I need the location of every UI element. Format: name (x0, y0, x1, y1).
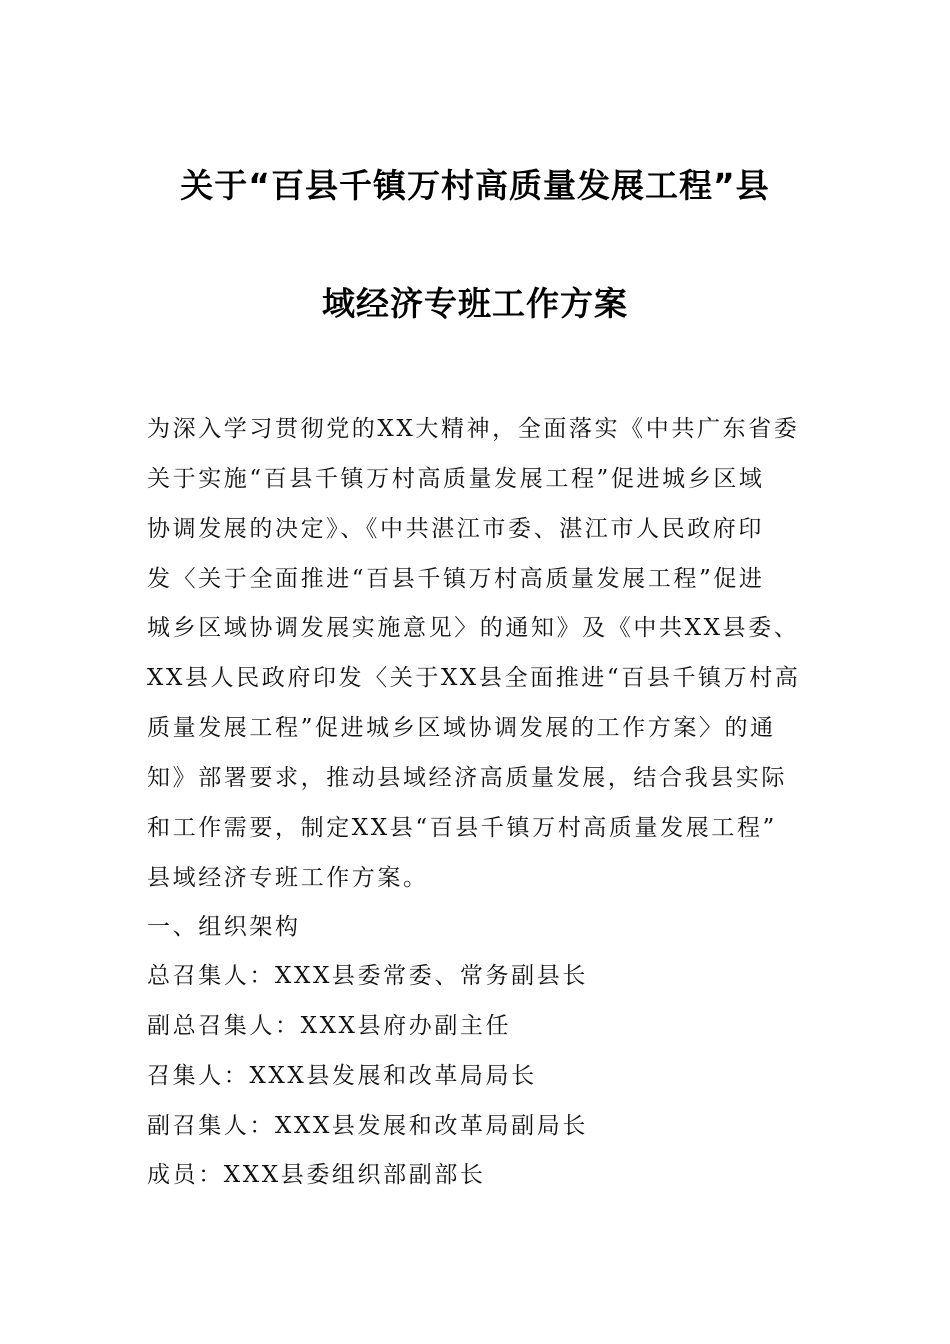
body-line: 和工作需要，制定XX县“百县千镇万村高质量发展工程” (147, 815, 777, 841)
document-title-line-1: 关于“百县千镇万村高质量发展工程”县 (180, 166, 770, 205)
body-line: 质量发展工程”促进城乡区域协调发展的工作方案〉的通 (147, 715, 776, 741)
section-heading: 一、组织架构 (147, 914, 301, 940)
body-line: 知》部署要求，推动县域经济高质量发展，结合我县实际 (147, 765, 787, 791)
document-title-line-2: 域经济专班工作方案 (322, 284, 628, 323)
member-line: 副召集人：XXX县发展和改革局副局长 (147, 1113, 588, 1139)
body-line: 为深入学习贯彻党的XX大精神，全面落实《中共广东省委 (147, 416, 800, 442)
member-line: 成员：XXX县委组织部副部长 (147, 1162, 486, 1188)
body-line: 城乡区域协调发展实施意见〉的通知》及《中共XX县委、 (147, 615, 800, 641)
body-line: 县域经济专班工作方案。 (147, 865, 429, 891)
member-line: 副总召集人：XXX县府办副主任 (147, 1013, 512, 1039)
member-line: 总召集人：XXX县委常委、常务副县长 (147, 963, 588, 989)
member-line: 召集人：XXX县发展和改革局局长 (147, 1063, 537, 1089)
body-line: 协调发展的决定》、《中共湛江市委、湛江市人民政府印 (147, 516, 764, 542)
body-line: 发〈关于全面推进“百县千镇万村高质量发展工程”促进 (147, 566, 765, 592)
body-line: XX县人民政府印发〈关于XX县全面推进“百县千镇万村高 (147, 665, 801, 691)
body-line: 关于实施“百县千镇万村高质量发展工程”促进城乡区域 (147, 466, 765, 492)
